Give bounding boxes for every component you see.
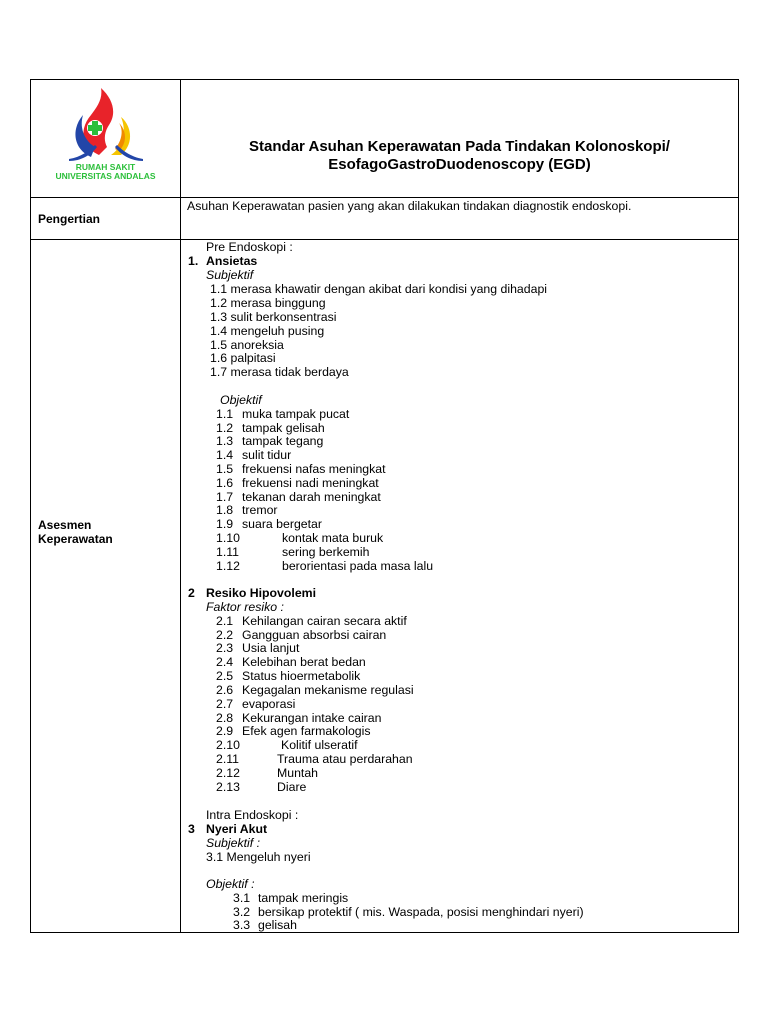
list-item-text: Kehilangan cairan secara aktif <box>242 614 407 628</box>
list-item-text: Gangguan absorbsi cairan <box>242 628 387 642</box>
list-item-number: 1.10 <box>216 531 240 545</box>
logo-cell <box>30 79 181 198</box>
section3-number: 3 <box>188 822 195 836</box>
list-item-text: tampak gelisah <box>242 421 325 435</box>
list-item-number: 2.11 <box>216 752 240 766</box>
list-item: 1.7 merasa tidak berdaya <box>210 365 349 379</box>
list-item-number: 2.8 <box>216 711 234 725</box>
asesmen-label-line1: Asesmen <box>38 518 92 532</box>
list-item-number: 1.6 <box>216 476 234 490</box>
list-item-text: tremor <box>242 503 278 517</box>
list-item-text: suara bergetar <box>242 517 322 531</box>
list-item-text: bersikap protektif ( mis. Waspada, posisi menghindari nyeri) <box>258 905 584 919</box>
list-item-text: Status hioermetabolik <box>242 669 361 683</box>
list-item-text: evaporasi <box>242 697 296 711</box>
list-item-text: Muntah <box>277 766 319 780</box>
asesmen-label-cell <box>30 239 181 933</box>
pengertian-label-cell <box>30 197 181 240</box>
list-item-number: 1.4 <box>216 448 234 462</box>
list-item-text: sering berkemih <box>282 545 370 559</box>
list-item-number: 1.1 <box>216 407 234 421</box>
list-item-text: tampak meringis <box>258 891 349 905</box>
list-item-text: Kelebihan berat bedan <box>242 655 366 669</box>
list-item: 1.4 mengeluh pusing <box>210 324 325 338</box>
list-item-text: Usia lanjut <box>242 641 300 655</box>
list-item-number: 1.7 <box>216 490 234 504</box>
section3-title: Nyeri Akut <box>206 822 268 836</box>
section1-title: Ansietas <box>206 254 258 268</box>
section2-title: Resiko Hipovolemi <box>206 586 317 600</box>
list-item-text: Diare <box>277 780 307 794</box>
list-item-number: 2.5 <box>216 669 234 683</box>
list-item-number: 1.3 <box>216 434 234 448</box>
pre-endoskopi-heading: Pre Endoskopi : <box>206 240 293 254</box>
list-item-text: Efek agen farmakologis <box>242 724 371 738</box>
list-item-number: 1.12 <box>216 559 240 573</box>
section2-faktor-label: Faktor resiko : <box>206 600 284 614</box>
list-item-number: 2.7 <box>216 697 234 711</box>
list-item-number: 3.1 <box>233 891 251 905</box>
section1-subjektif-label: Subjektif <box>206 268 254 282</box>
list-item-number: 1.5 <box>216 462 234 476</box>
list-item-text: Kegagalan mekanisme regulasi <box>242 683 414 697</box>
list-item: 1.2 merasa binggung <box>210 296 326 310</box>
section1-number: 1. <box>188 254 199 268</box>
list-item-text: sulit tidur <box>242 448 292 462</box>
list-item-number: 1.9 <box>216 517 234 531</box>
list-item-text: Kekurangan intake cairan <box>242 711 382 725</box>
list-item-number: 1.11 <box>216 545 240 559</box>
document-title-line1: Standar Asuhan Keperawatan Pada Tindakan Kolonoskopi/ <box>249 138 670 155</box>
list-item-number: 2.13 <box>216 780 240 794</box>
list-item: 3.1 Mengeluh nyeri <box>206 850 311 864</box>
pengertian-text: Asuhan Keperawatan pasien yang akan dilakukan tindakan diagnostik endoskopi. <box>187 199 632 213</box>
list-item-number: 2.6 <box>216 683 234 697</box>
list-item-number: 2.2 <box>216 628 234 642</box>
title-cell <box>180 79 739 198</box>
list-item-number: 2.3 <box>216 641 234 655</box>
list-item-number: 2.4 <box>216 655 234 669</box>
list-item: 1.5 anoreksia <box>210 338 284 352</box>
section1-objektif-label: Objektif <box>220 393 262 407</box>
list-item: 1.3 sulit berkonsentrasi <box>210 310 337 324</box>
list-item-text: tampak tegang <box>242 434 324 448</box>
intra-endoskopi-heading: Intra Endoskopi : <box>206 808 299 822</box>
list-item-text: kontak mata buruk <box>282 531 384 545</box>
section3-subjektif-label: Subjektif : <box>206 836 260 850</box>
list-item-text: muka tampak pucat <box>242 407 350 421</box>
document-title-line2: EsofagoGastroDuodenoscopy (EGD) <box>328 156 591 173</box>
list-item-number: 1.8 <box>216 503 234 517</box>
list-item-text: frekuensi nadi meningkat <box>242 476 379 490</box>
pengertian-label: Pengertian <box>38 212 101 226</box>
logo-text-line2: UNIVERSITAS ANDALAS <box>55 171 156 181</box>
list-item-text: gelisah <box>258 918 297 932</box>
pengertian-content-cell <box>180 197 739 240</box>
list-item-text: berorientasi pada masa lalu <box>282 559 434 573</box>
list-item-text: frekuensi nafas meningkat <box>242 462 386 476</box>
hospital-logo-icon <box>51 85 161 165</box>
list-item-number: 3.3 <box>233 918 251 932</box>
list-item-number: 2.9 <box>216 724 234 738</box>
asesmen-label-line2: Keperawatan <box>38 532 113 546</box>
list-item-number: 3.2 <box>233 905 251 919</box>
logo-text-line1: RUMAH SAKIT <box>75 162 136 172</box>
list-item-text: Kolitif ulseratif <box>281 738 358 752</box>
section2-number: 2 <box>188 586 195 600</box>
list-item-number: 2.10 <box>216 738 240 752</box>
list-item-number: 2.1 <box>216 614 234 628</box>
list-item-text: tekanan darah meningkat <box>242 490 381 504</box>
list-item-number: 1.2 <box>216 421 234 435</box>
list-item-number: 2.12 <box>216 766 240 780</box>
list-item: 1.1 merasa khawatir dengan akibat dari kondisi yang dihadapi <box>210 282 548 296</box>
list-item-text: Trauma atau perdarahan <box>277 752 413 766</box>
list-item: 1.6 palpitasi <box>210 351 276 365</box>
section3-objektif-label: Objektif : <box>206 877 255 891</box>
